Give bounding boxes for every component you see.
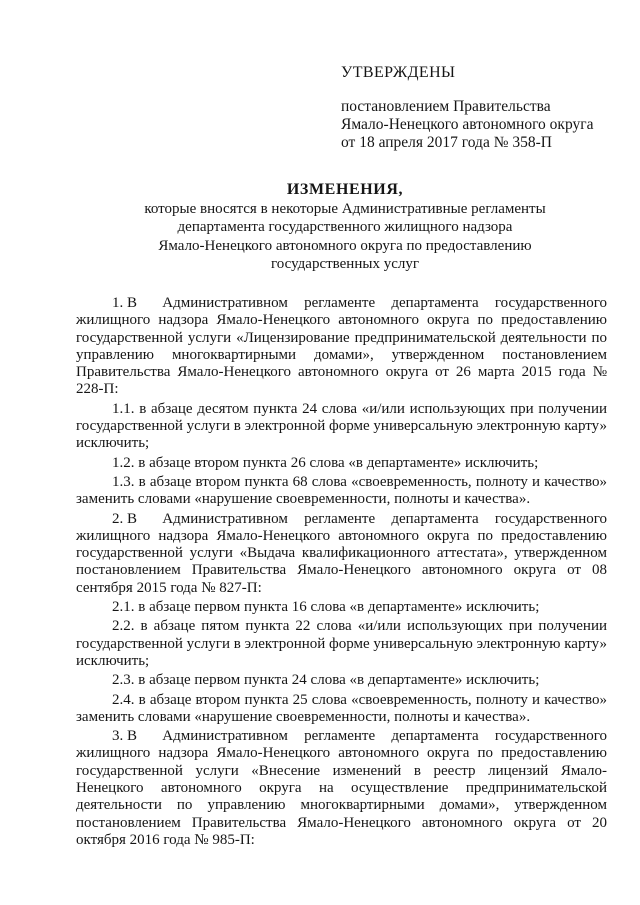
paragraph-item-3 — [76, 728, 607, 849]
paragraph-text: 2.3. в абзаце первом пункта 24 слова «в департаменте» исключить; — [112, 672, 540, 689]
paragraph-item-2-4 — [76, 692, 607, 727]
approval-title: УТВЕРЖДЕНЫ — [341, 64, 456, 81]
paragraph-text: Административном регламенте департамента государственного жилищного надзора Ямало-Ненецкого автономного округа по предоставлению государственной услуги «Внесение изменений в реестр лицензий Ямало-Ненецкого автономного округа на осуществление предпринимательской деятельности по управлению многоквартирными домами», утвержденном постановлением Правительства Ямало-Ненецкого автономного округа от 20 октября 2016 года № 985-П: — [76, 728, 608, 848]
paragraph-item-2 — [76, 511, 607, 597]
paragraph-item-1 — [76, 295, 607, 399]
document-subtitle-line: государственных услуг — [270, 256, 419, 272]
approval-line: постановлением Правительства — [341, 98, 551, 115]
paragraph-item-2-2 — [76, 618, 607, 670]
paragraph-item-1-2 — [76, 455, 607, 472]
document-heading — [60, 181, 630, 274]
paragraph-item-2-1 — [76, 599, 607, 616]
paragraph-text: 2.2. в абзаце пятом пункта 22 слова «и/или использующих при получении государственной услуги в электронной форме универсальную электронную карту» исключить; — [76, 618, 607, 669]
paragraph-text: 1.2. в абзаце втором пункта 26 слова «в департаменте» исключить; — [112, 454, 539, 471]
approval-line: от 18 апреля 2017 года № 358-П — [341, 134, 552, 151]
document-subtitle-line: департамента государственного жилищного надзора — [177, 219, 513, 235]
paragraph-text: 1.3. в абзаце втором пункта 68 слова «своевременность, полноту и качество» заменить словами «нарушение своевременности, полноты и качества». — [76, 473, 607, 508]
document-subtitle-line: которые вносятся в некоторые Административные регламенты — [144, 200, 546, 217]
paragraph-number: 2. В — [112, 510, 138, 527]
approval-block — [341, 64, 601, 152]
document-title: ИЗМЕНЕНИЯ, — [286, 181, 404, 198]
paragraph-text: Административном регламенте департамента государственного жилищного надзора Ямало-Ненецкого автономного округа по предоставлению государственной услуги «Лицензирование предпринимательской деятельности по управлению многоквартирными домами», утвержденном постановлением Правительства Ямало-Ненецкого автономного округа от 26 марта 2015 года № 228-П: — [76, 295, 608, 398]
paragraph-text: 2.4. в абзаце втором пункта 25 слова «своевременность, полноту и качество» заменить словами «нарушение своевременности, полноты и качества». — [76, 691, 607, 725]
document-subtitle-line: Ямало-Ненецкого автономного округа по предоставлению — [158, 237, 532, 254]
document-body — [76, 295, 607, 851]
paragraph-number: 3. В — [112, 728, 138, 745]
paragraph-text: 2.1. в абзаце первом пункта 16 слова «в департаменте» исключить; — [112, 599, 540, 616]
paragraph-item-2-3 — [76, 672, 607, 689]
paragraph-item-1-3 — [76, 474, 607, 509]
paragraph-item-1-1 — [76, 401, 607, 453]
approval-line: Ямало-Ненецкого автономного округа — [341, 116, 594, 133]
paragraph-text: 1.1. в абзаце десятом пункта 24 слова «и/или использующих при получении государственной услуги в электронной форме универсальную электронную карту» исключить; — [76, 400, 607, 452]
paragraph-text: Административном регламенте департамента государственного жилищного надзора Ямало-Ненецкого автономного округа по предоставлению государственной услуги «Выдача квалификационного аттестата», утвержденном постановлением Правительства Ямало-Ненецкого автономного округа от 08 сентября 2015 года № 827-П: — [76, 510, 608, 596]
paragraph-number: 1. В — [112, 295, 138, 311]
